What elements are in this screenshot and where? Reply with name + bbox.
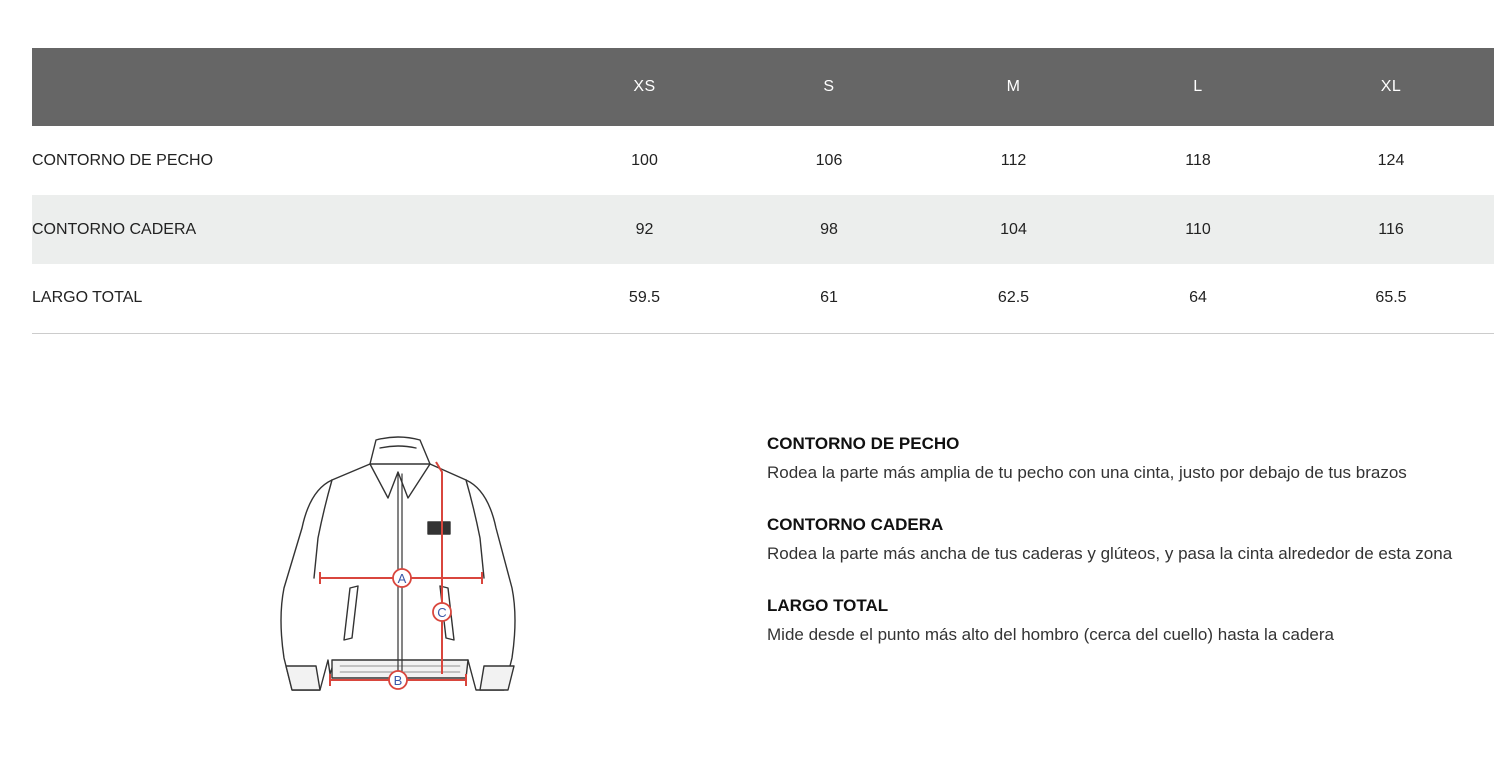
measurement-guide [767, 430, 1457, 673]
marker-c-label: C [437, 605, 447, 620]
table-cell: 112 [1000, 151, 1027, 169]
table-cell: 104 [919, 195, 1108, 264]
size-chart-table [32, 48, 1494, 334]
table-row [32, 126, 1494, 195]
row-label: CONTORNO CADERA [32, 195, 550, 264]
row-label: LARGO TOTAL [32, 264, 550, 333]
header-cell-m: M [919, 48, 1108, 126]
header-cell-s: S [739, 48, 919, 126]
jacket-outline [281, 437, 515, 690]
guide-title: LARGO TOTAL [767, 596, 889, 615]
guide-title: CONTORNO DE PECHO [767, 434, 960, 453]
marker-b-label: B [393, 673, 403, 688]
table-cell: 110 [1108, 195, 1288, 264]
guide-item-length [767, 592, 1457, 649]
table-cell: 124 [1377, 151, 1405, 169]
guide-title: CONTORNO CADERA [767, 515, 944, 534]
guide-item-hip [767, 511, 1457, 568]
row-label: CONTORNO DE PECHO [32, 151, 214, 169]
jacket-measurement-diagram [270, 428, 530, 728]
table-header-row [32, 48, 1494, 126]
table-row [32, 195, 1494, 264]
marker-a [393, 569, 411, 587]
marker-c [433, 603, 451, 621]
header-cell-xs: XS [550, 48, 739, 126]
guide-item-chest [767, 430, 1457, 487]
table-cell: 62.5 [919, 264, 1108, 333]
guide-text: Rodea la parte más ancha de tus caderas y glúteos, y pasa la cinta alrededor de esta zona [767, 544, 1453, 563]
header-cell-empty [32, 48, 550, 126]
guide-text: Mide desde el punto más alto del hombro (cerca del cuello) hasta la cadera [767, 625, 1334, 644]
table-cell: 106 [815, 151, 843, 169]
table-cell: 98 [739, 195, 919, 264]
table-cell: 100 [631, 151, 658, 169]
table-cell: 116 [1288, 195, 1494, 264]
table-cell: 65.5 [1288, 264, 1494, 333]
marker-b [389, 671, 407, 689]
table-cell: 59.5 [550, 264, 739, 333]
marker-a-label: A [397, 571, 407, 586]
table-cell: 118 [1185, 151, 1211, 169]
header-cell-l: L [1108, 48, 1288, 126]
table-cell: 61 [739, 264, 919, 333]
table-row [32, 264, 1494, 333]
table-cell: 92 [550, 195, 739, 264]
guide-text: Rodea la parte más amplia de tu pecho con una cinta, justo por debajo de tus brazos [767, 463, 1407, 482]
header-cell-xl: XL [1288, 48, 1494, 126]
table-cell: 64 [1108, 264, 1288, 333]
